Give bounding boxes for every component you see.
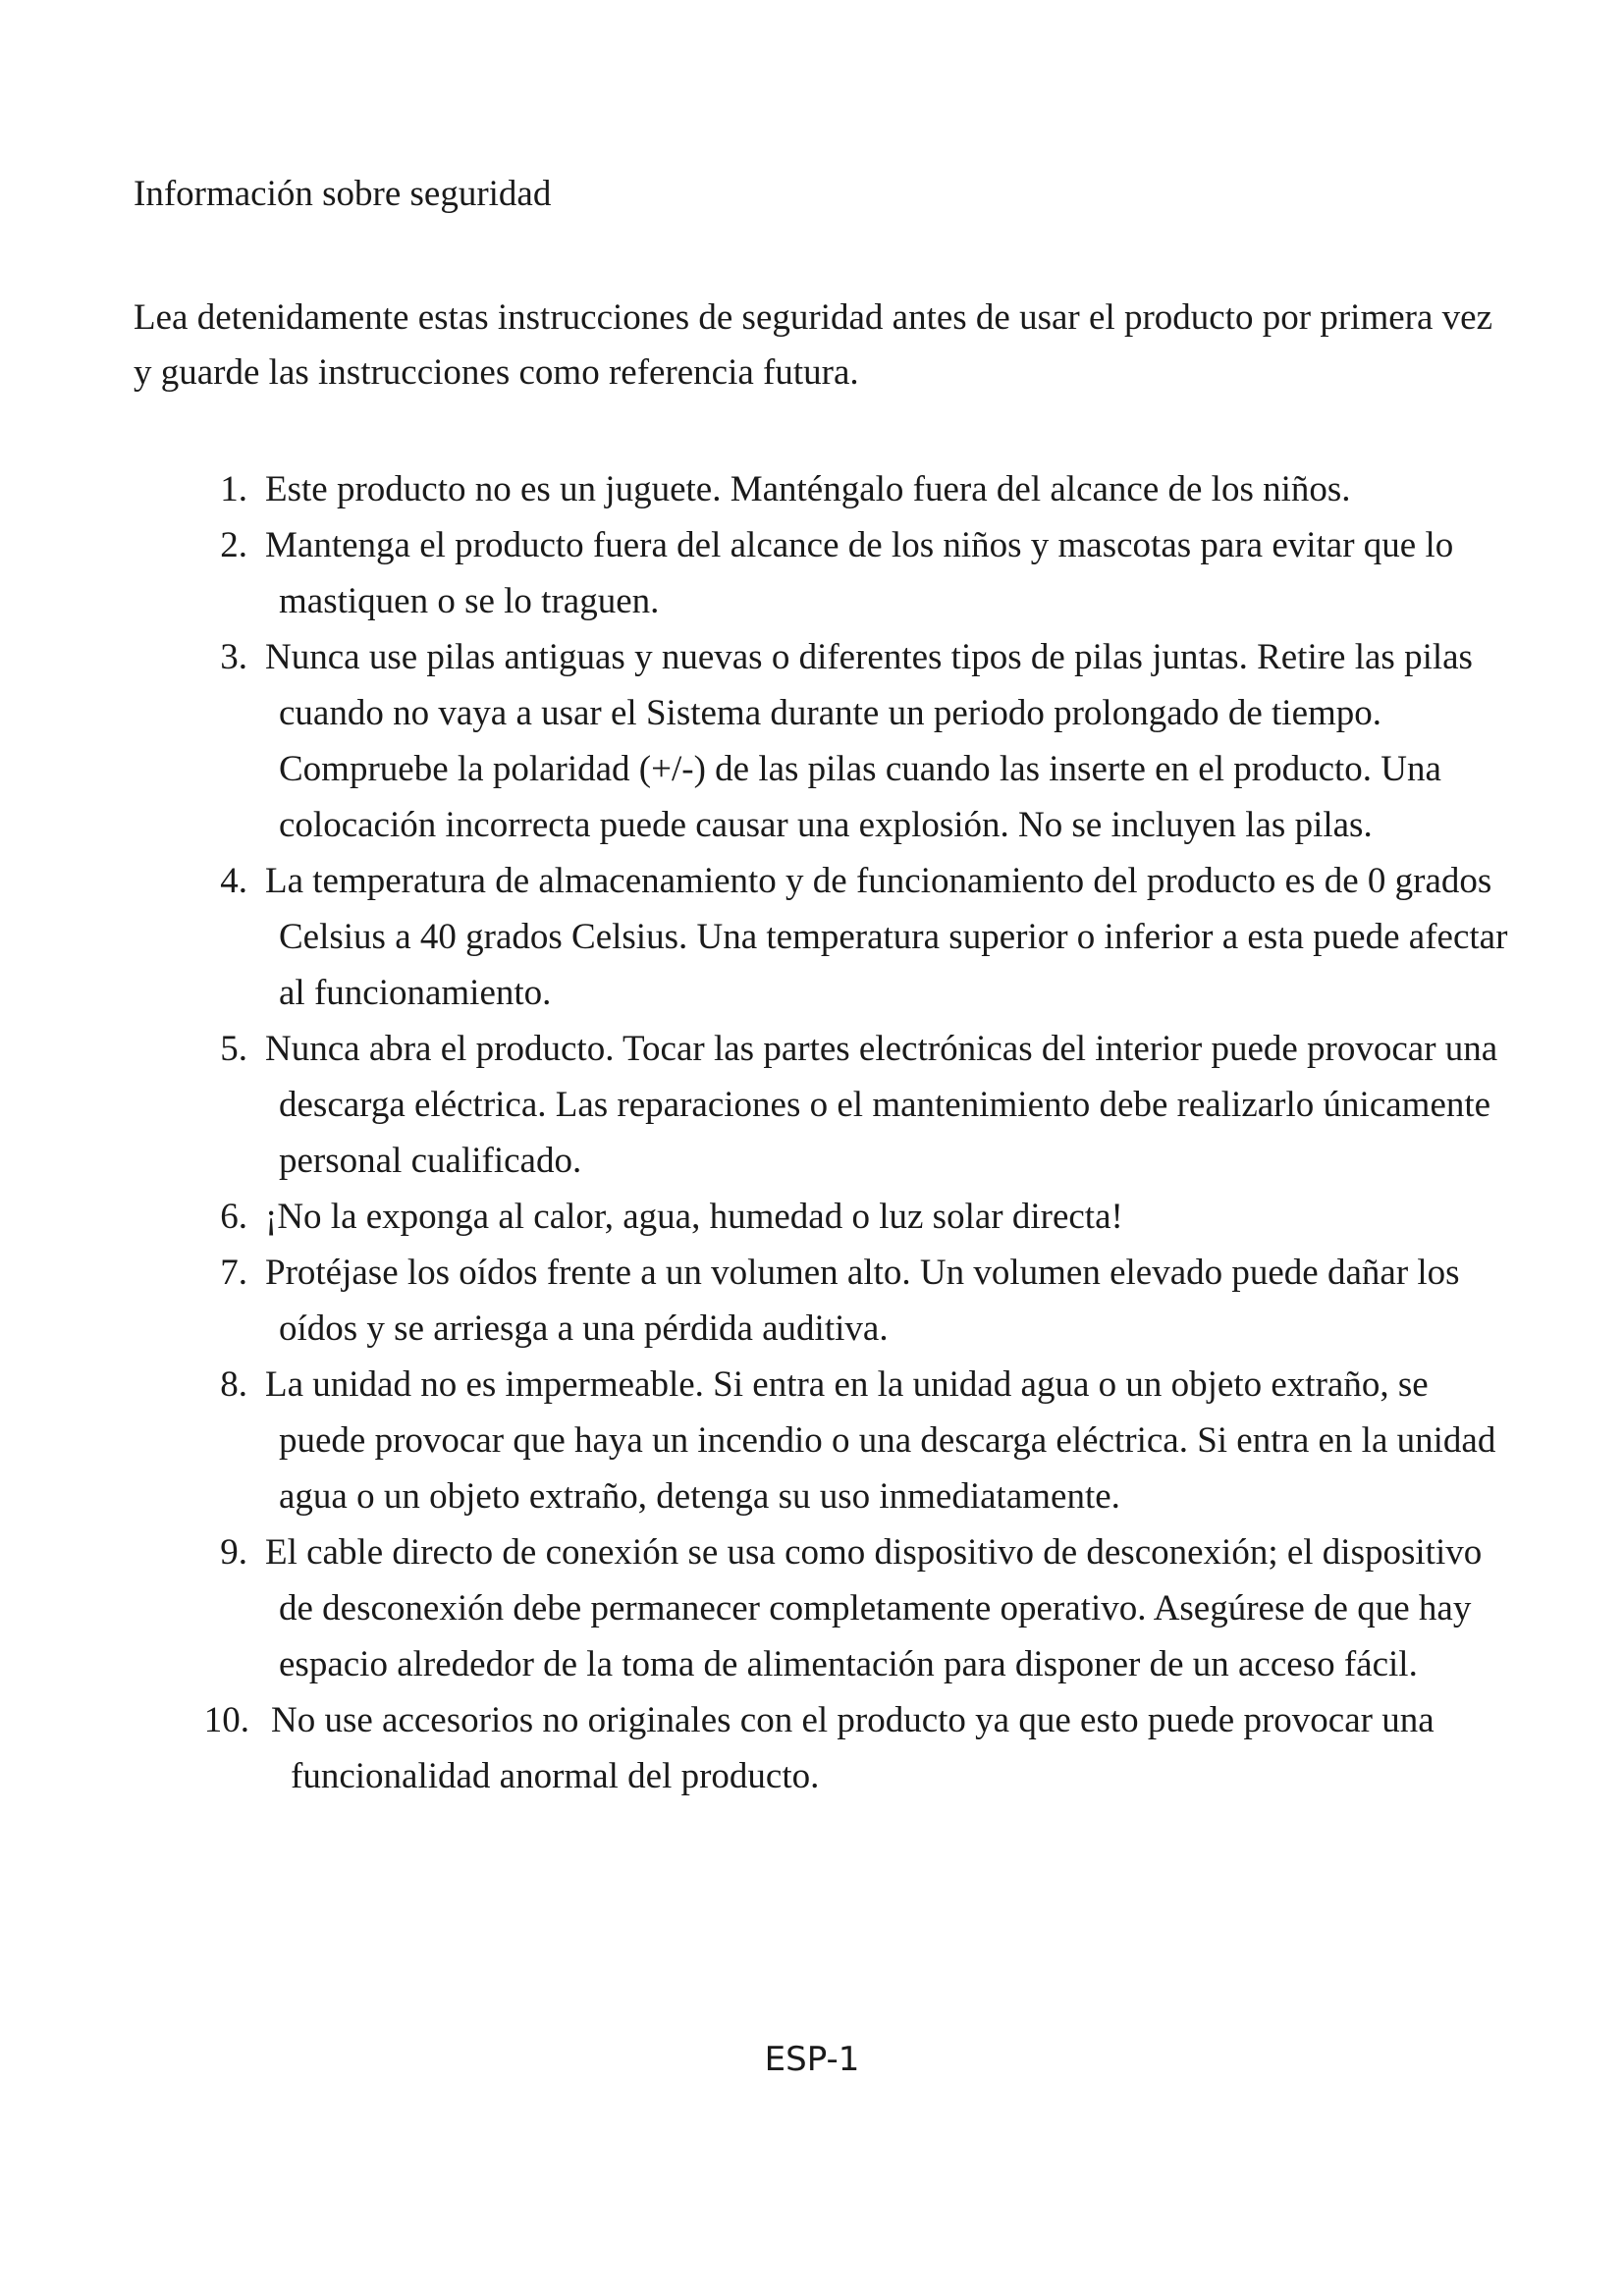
list-item	[134, 517, 1508, 629]
list-item-text: Nunca use pilas antiguas y nuevas o diferentes tipos de pilas juntas. Retire las pilas cuando no vaya a usar el Sistema durante un periodo prolongado de tiempo. Compruebe la polaridad (+/-) de las pilas cuando las inserte en el producto. Una colocación incorrecta puede causar una explosión. No se incluyen las pilas.	[265, 637, 1473, 845]
page-title: Información sobre seguridad	[134, 174, 552, 214]
list-item-text: Mantenga el producto fuera del alcance de los niños y mascotas para evitar que lo mastiquen o se lo traguen.	[265, 525, 1454, 621]
list-item-text: La unidad no es impermeable. Si entra en la unidad agua o un objeto extraño, se puede provocar que haya un incendio o una descarga eléctrica. Si entra en la unidad agua o un objeto extraño, detenga su uso inmediatamente.	[265, 1364, 1496, 1517]
list-item	[134, 1692, 1508, 1804]
list-item-text: ¡No la exponga al calor, agua, humedad o luz solar directa!	[265, 1197, 1123, 1237]
list-item-text: Nunca abra el producto. Tocar las partes electrónicas del interior puede provocar una descarga eléctrica. Las reparaciones o el mantenimiento debe realizarlo únicamente personal cualificado.	[265, 1029, 1498, 1181]
list-item-number: 8.	[220, 1364, 247, 1405]
list-item	[134, 1189, 1508, 1245]
page-number: ESP-1	[764, 2040, 860, 2079]
list-item-number: 9.	[220, 1532, 247, 1573]
list-item-number: 6.	[220, 1197, 247, 1237]
list-item-number: 7.	[220, 1253, 247, 1293]
list-item	[134, 1357, 1508, 1524]
list-item	[134, 1524, 1508, 1692]
list-item-text: Este producto no es un juguete. Manténgalo fuera del alcance de los niños.	[265, 469, 1351, 509]
safety-list	[134, 461, 1508, 1804]
list-item	[134, 629, 1508, 853]
list-item-text: Protéjase los oídos frente a un volumen alto. Un volumen elevado puede dañar los oídos y se arriesga a una pérdida auditiva.	[265, 1253, 1460, 1349]
list-item-number: 5.	[220, 1029, 247, 1069]
list-item-number: 3.	[220, 637, 247, 677]
list-item-text: La temperatura de almacenamiento y de funcionamiento del producto es de 0 grados Celsius a 40 grados Celsius. Una temperatura superior o inferior a esta puede afectar al funcionamiento.	[265, 861, 1508, 1013]
list-item-text: El cable directo de conexión se usa como dispositivo de desconexión; el dispositivo de desconexión debe permanecer completamente operativo. Asegúrese de que hay espacio alrededor de la toma de alimentación para disponer de un acceso fácil.	[265, 1532, 1483, 1684]
list-item	[134, 1021, 1508, 1189]
intro-paragraph: Lea detenidamente estas instrucciones de seguridad antes de usar el producto por primera vez y guarde las instrucciones como referencia futura.	[134, 297, 1492, 393]
list-item-number: 1.	[220, 469, 247, 509]
list-item-text: No use accesorios no originales con el producto ya que esto puede provocar una funcionalidad anormal del producto.	[271, 1700, 1435, 1796]
list-item-number: 10.	[203, 1700, 249, 1740]
list-item-number: 4.	[220, 861, 247, 901]
list-item-number: 2.	[220, 525, 247, 565]
list-item	[134, 461, 1508, 517]
list-item	[134, 1245, 1508, 1357]
list-item	[134, 853, 1508, 1021]
